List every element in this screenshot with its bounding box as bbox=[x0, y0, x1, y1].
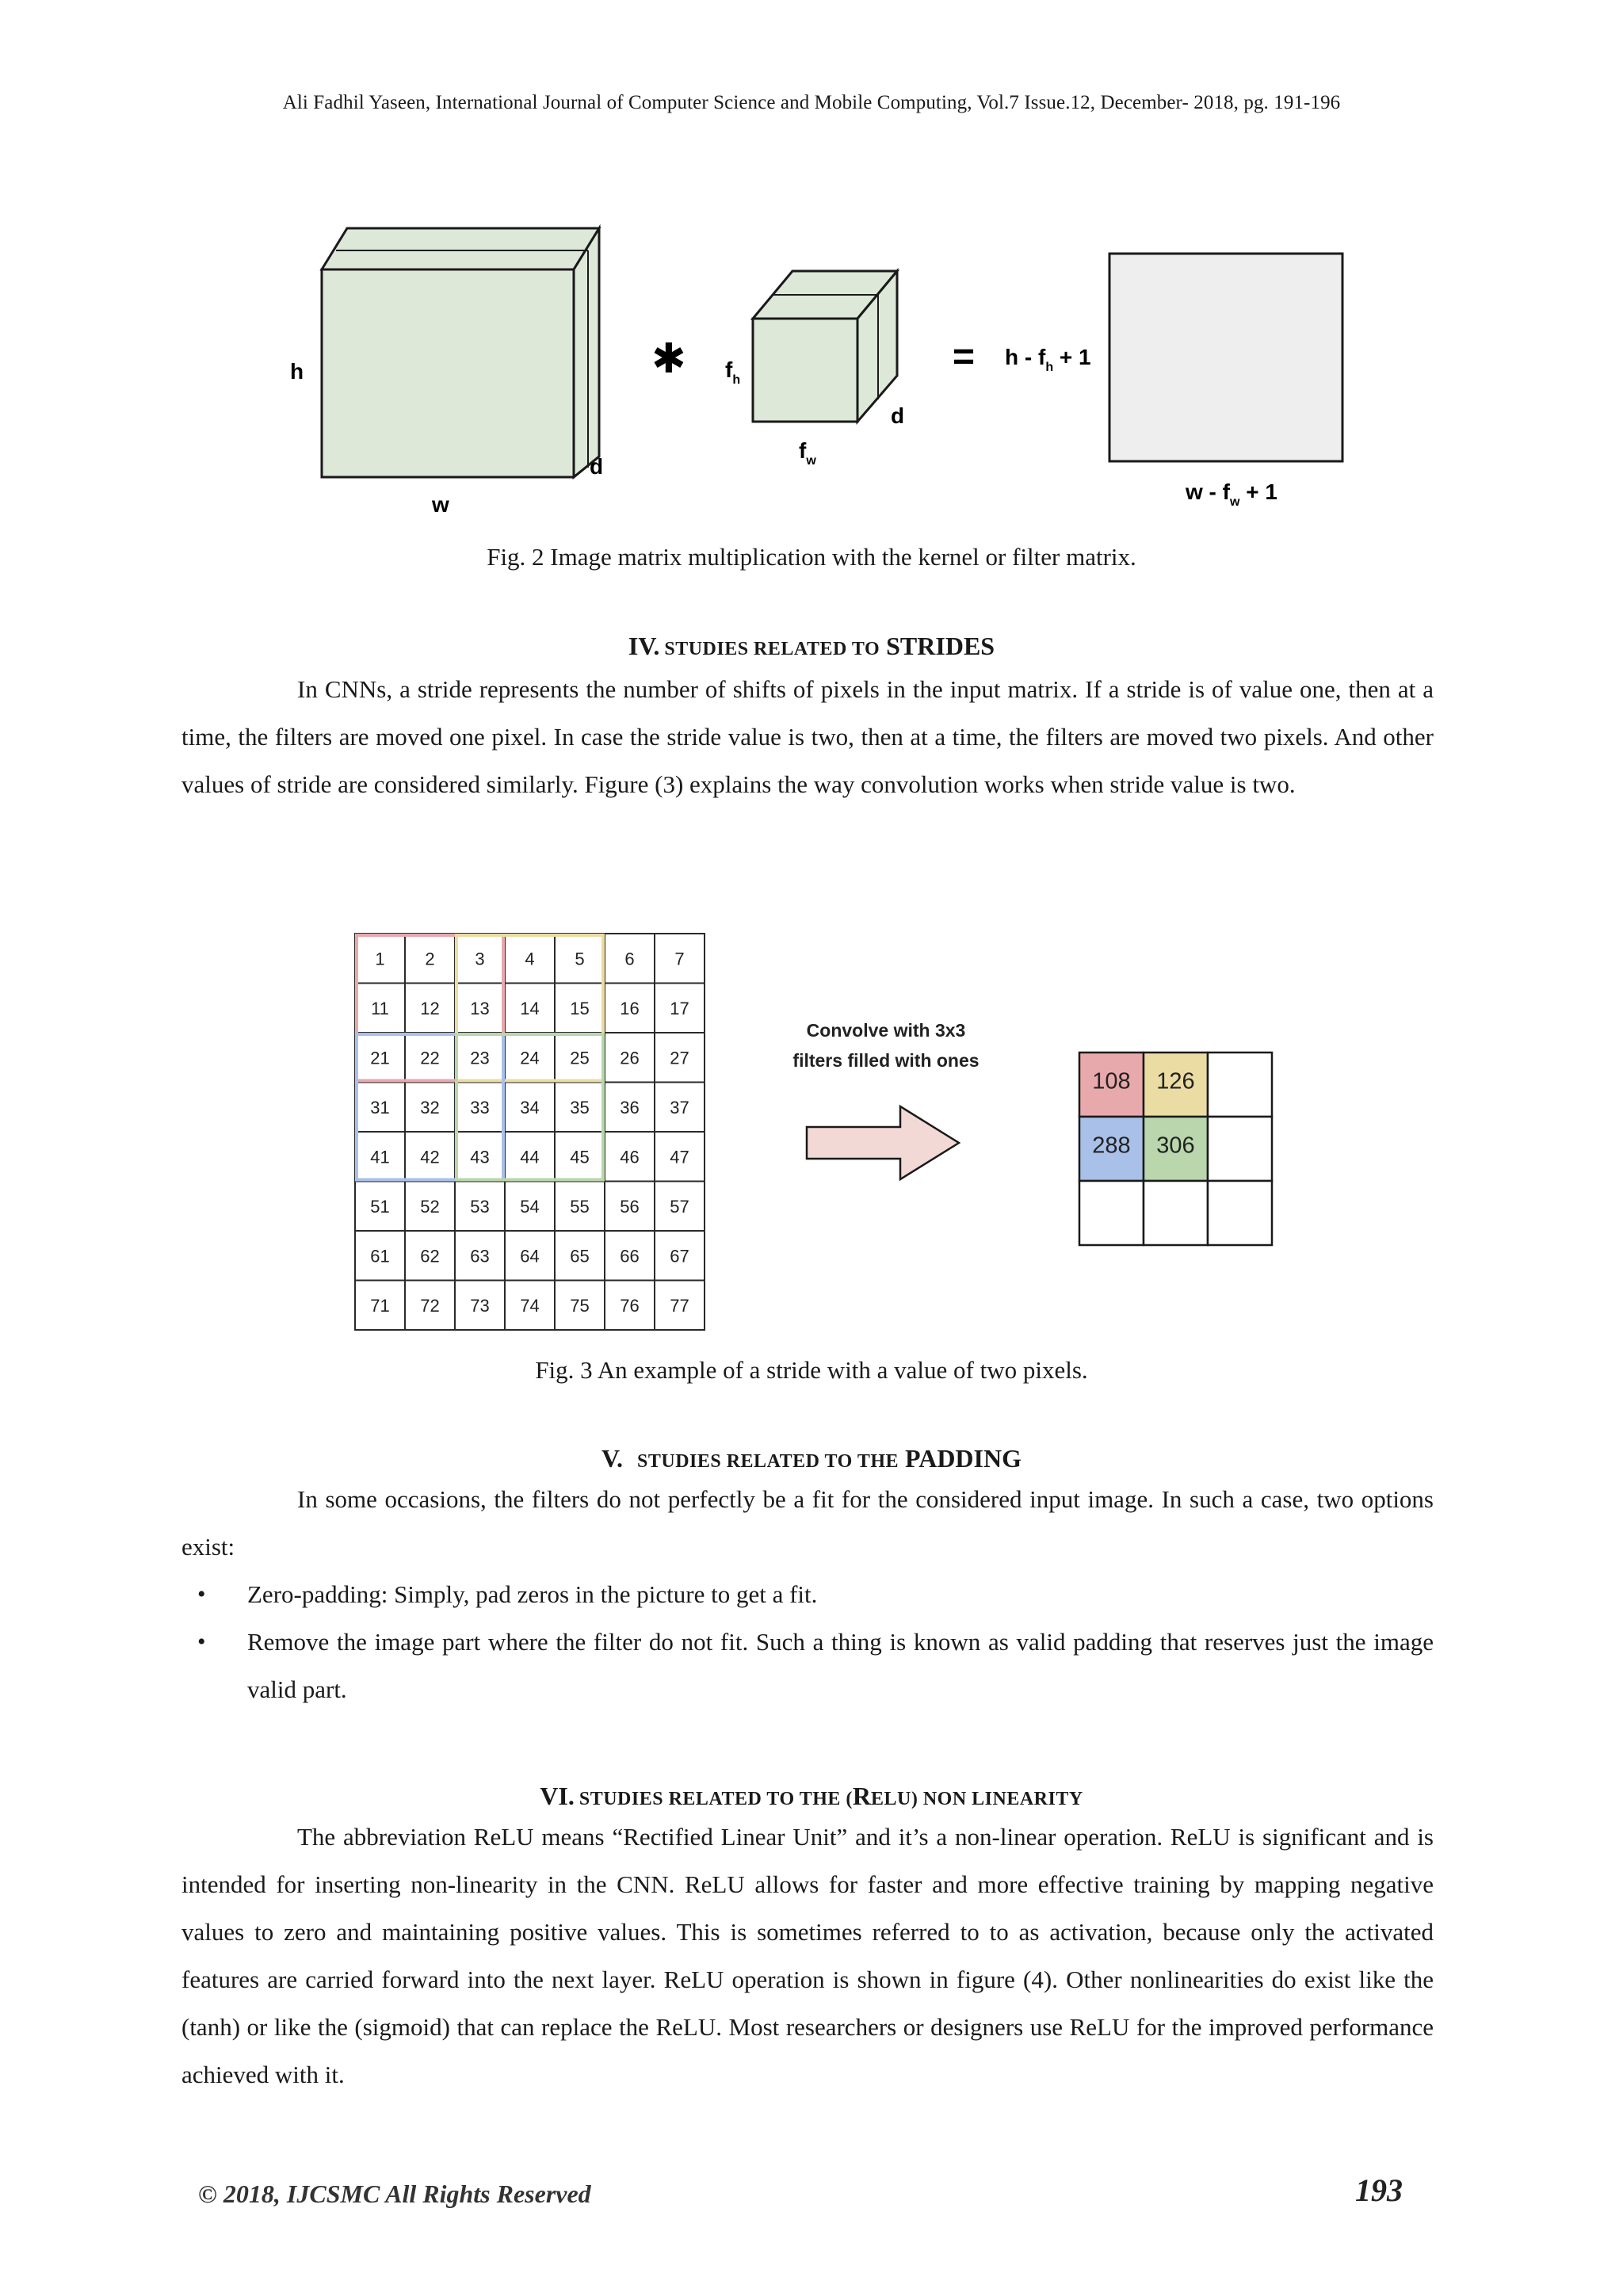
label-d-filter: d bbox=[891, 403, 905, 428]
grid-cell-value: 1 bbox=[375, 949, 385, 969]
arrow-label-line1: Convolve with 3x3 bbox=[806, 1020, 966, 1041]
figure-2-caption: Fig. 2 Image matrix multiplication with the kernel or filter matrix. bbox=[487, 543, 1136, 571]
grid-cell-value: 77 bbox=[670, 1295, 689, 1316]
output-matrix bbox=[1109, 254, 1342, 461]
figure-3-caption: Fig. 3 An example of a stride with a value of two pixels. bbox=[535, 1356, 1088, 1384]
equals-sign: = bbox=[953, 336, 976, 378]
grid-cell-value: 15 bbox=[570, 998, 590, 1018]
grid-cell-value: 63 bbox=[470, 1246, 490, 1266]
output-cell-value: 288 bbox=[1092, 1133, 1131, 1159]
grid-cell-value: 33 bbox=[470, 1097, 490, 1117]
grid-cell-value: 27 bbox=[670, 1048, 689, 1068]
grid-cell-value: 72 bbox=[420, 1295, 440, 1316]
grid-cell-value: 23 bbox=[470, 1048, 490, 1068]
output-cell bbox=[1208, 1181, 1272, 1245]
grid-cell-value: 43 bbox=[470, 1147, 490, 1167]
padding-options-list bbox=[181, 1571, 1434, 1713]
list-item: • Remove the image part where the filter do not fit. Such a thing is known as valid padding that reserves just the image valid part. bbox=[181, 1618, 1434, 1713]
grid-cell-value: 73 bbox=[470, 1295, 490, 1316]
running-header: Ali Fadhil Yaseen, International Journal of Computer Science and Mobile Computing, Vol.7 Issue.12, December- 2018, pg. 191-196 bbox=[282, 92, 1341, 113]
output-cell-value: 126 bbox=[1156, 1068, 1195, 1095]
grid-cell-value: 21 bbox=[370, 1048, 390, 1068]
grid-cell-value: 13 bbox=[470, 998, 490, 1018]
convolve-arrow bbox=[807, 1106, 959, 1179]
section-5-body: In some occasions, the filters do not perfectly be a fit for the considered input image. In such a case, two options exist: bbox=[181, 1485, 1434, 1561]
grid-cell-value: 74 bbox=[520, 1295, 540, 1316]
grid-cell-value: 44 bbox=[520, 1147, 540, 1167]
grid-cell-value: 32 bbox=[420, 1097, 440, 1117]
grid-cell-value: 55 bbox=[570, 1196, 590, 1217]
grid-cell-value: 24 bbox=[520, 1048, 540, 1068]
grid-cell-value: 26 bbox=[620, 1048, 640, 1068]
grid-cell-value: 46 bbox=[620, 1147, 640, 1167]
grid-cell-value: 31 bbox=[370, 1097, 390, 1117]
grid-cell-value: 51 bbox=[370, 1196, 390, 1217]
bullet-icon: • bbox=[197, 1629, 206, 1655]
grid-cell-value: 4 bbox=[525, 949, 535, 969]
label-fw: $f_w$ bbox=[799, 438, 816, 468]
label-w: w bbox=[432, 492, 449, 517]
grid-cell-value: 16 bbox=[620, 998, 640, 1018]
grid-cell-value: 75 bbox=[570, 1295, 590, 1316]
grid-cell-value: 56 bbox=[620, 1196, 640, 1217]
convolution-operator: ✱ bbox=[651, 336, 686, 382]
grid-cell-value: 2 bbox=[425, 949, 435, 969]
grid-cell-value: 45 bbox=[570, 1147, 590, 1167]
grid-cell-value: 47 bbox=[670, 1147, 689, 1167]
list-item: • Zero-padding: Simply, pad zeros in the picture to get a fit. bbox=[181, 1571, 1434, 1618]
grid-cell-value: 66 bbox=[620, 1246, 640, 1266]
output-height-label: $h - f_h + 1$ bbox=[1005, 345, 1091, 374]
grid-cell-value: 6 bbox=[624, 949, 635, 969]
output-cell-value: 306 bbox=[1156, 1133, 1195, 1159]
grid-cell-value: 42 bbox=[420, 1147, 440, 1167]
grid-cell-value: 64 bbox=[520, 1246, 540, 1266]
figure-2-diagram bbox=[0, 206, 1623, 650]
grid-cell-value: 35 bbox=[570, 1097, 590, 1117]
section-6-body: The abbreviation ReLU means “Rectified Linear Unit” and it’s a non-linear operation. ReLU is significant and is intended for inserting non-linearity in the CNN. ReLU allows for faster and more effective training by mapping negative values to zero and maintaining positive values. This is sometimes referred to to as activation, because only the activated features are carried forward into the next layer. ReLU operation is shown in figure (4). Other nonlinearities do exist like the (tanh) or like the (sigmoid) that can replace the ReLU. Most researchers or designers use ReLU for the improved performance achieved with it. bbox=[181, 1823, 1434, 2088]
label-h: h bbox=[290, 359, 304, 384]
grid-cell-value: 37 bbox=[670, 1097, 689, 1117]
section-4-heading: IV. STUDIES RELATED TO STRIDES bbox=[628, 632, 995, 660]
grid-cell-value: 12 bbox=[420, 998, 440, 1018]
output-cell-value: 108 bbox=[1092, 1068, 1131, 1095]
grid-cell-value: 53 bbox=[470, 1196, 490, 1217]
grid-cell-value: 7 bbox=[674, 949, 685, 969]
grid-cell-value: 67 bbox=[670, 1246, 689, 1266]
grid-cell-value: 5 bbox=[575, 949, 585, 969]
page-number: 193 bbox=[1355, 2172, 1403, 2208]
filter-volume bbox=[753, 271, 897, 422]
grid-cell-value: 52 bbox=[420, 1196, 440, 1217]
output-width-label: $w - f_w + 1$ bbox=[1186, 479, 1277, 509]
grid-cell-value: 11 bbox=[371, 998, 389, 1018]
section-6-heading: VI. STUDIES RELATED TO THE (RELU) NON LINEARITY bbox=[540, 1782, 1083, 1810]
output-cell bbox=[1144, 1181, 1208, 1245]
grid-cell-value: 14 bbox=[520, 998, 540, 1018]
grid-cell-value: 61 bbox=[370, 1246, 390, 1266]
section-4-body: In CNNs, a stride represents the number of shifts of pixels in the input matrix. If a stride is of value one, then at a time, the filters are moved one pixel. In case the stride value is two, then at a time, the filters are moved two pixels. And other values of stride are considered similarly. Figure (3) explains the way convolution works when stride value is two. bbox=[181, 675, 1434, 798]
grid-cell-value: 22 bbox=[420, 1048, 440, 1068]
grid-cell-value: 62 bbox=[420, 1246, 440, 1266]
grid-cell-value: 54 bbox=[520, 1196, 540, 1217]
grid-cell-value: 36 bbox=[620, 1097, 640, 1117]
bullet-icon: • bbox=[197, 1581, 206, 1607]
grid-cell-value: 76 bbox=[620, 1295, 640, 1316]
grid-cell-value: 25 bbox=[570, 1048, 590, 1068]
output-cell bbox=[1079, 1181, 1144, 1245]
grid-cell-value: 34 bbox=[520, 1097, 540, 1117]
copyright-footer: © 2018, IJCSMC All Rights Reserved bbox=[198, 2179, 591, 2208]
section-5-heading: V. STUDIES RELATED TO THE PADDING bbox=[601, 1444, 1022, 1473]
grid-cell-value: 71 bbox=[370, 1295, 390, 1316]
label-d-input: d bbox=[590, 454, 604, 479]
output-cell bbox=[1208, 1052, 1272, 1117]
grid-cell-value: 65 bbox=[570, 1246, 590, 1266]
figure-3-diagram bbox=[0, 919, 1623, 1363]
arrow-label-line2: filters filled with ones bbox=[792, 1050, 980, 1071]
grid-cell-value: 17 bbox=[670, 998, 689, 1018]
input-volume bbox=[322, 228, 599, 477]
grid-cell-value: 57 bbox=[670, 1196, 689, 1217]
grid-cell-value: 3 bbox=[475, 949, 485, 969]
grid-cell-value: 41 bbox=[370, 1147, 390, 1167]
label-fh: $f_h$ bbox=[725, 357, 741, 387]
output-cell bbox=[1208, 1117, 1272, 1181]
